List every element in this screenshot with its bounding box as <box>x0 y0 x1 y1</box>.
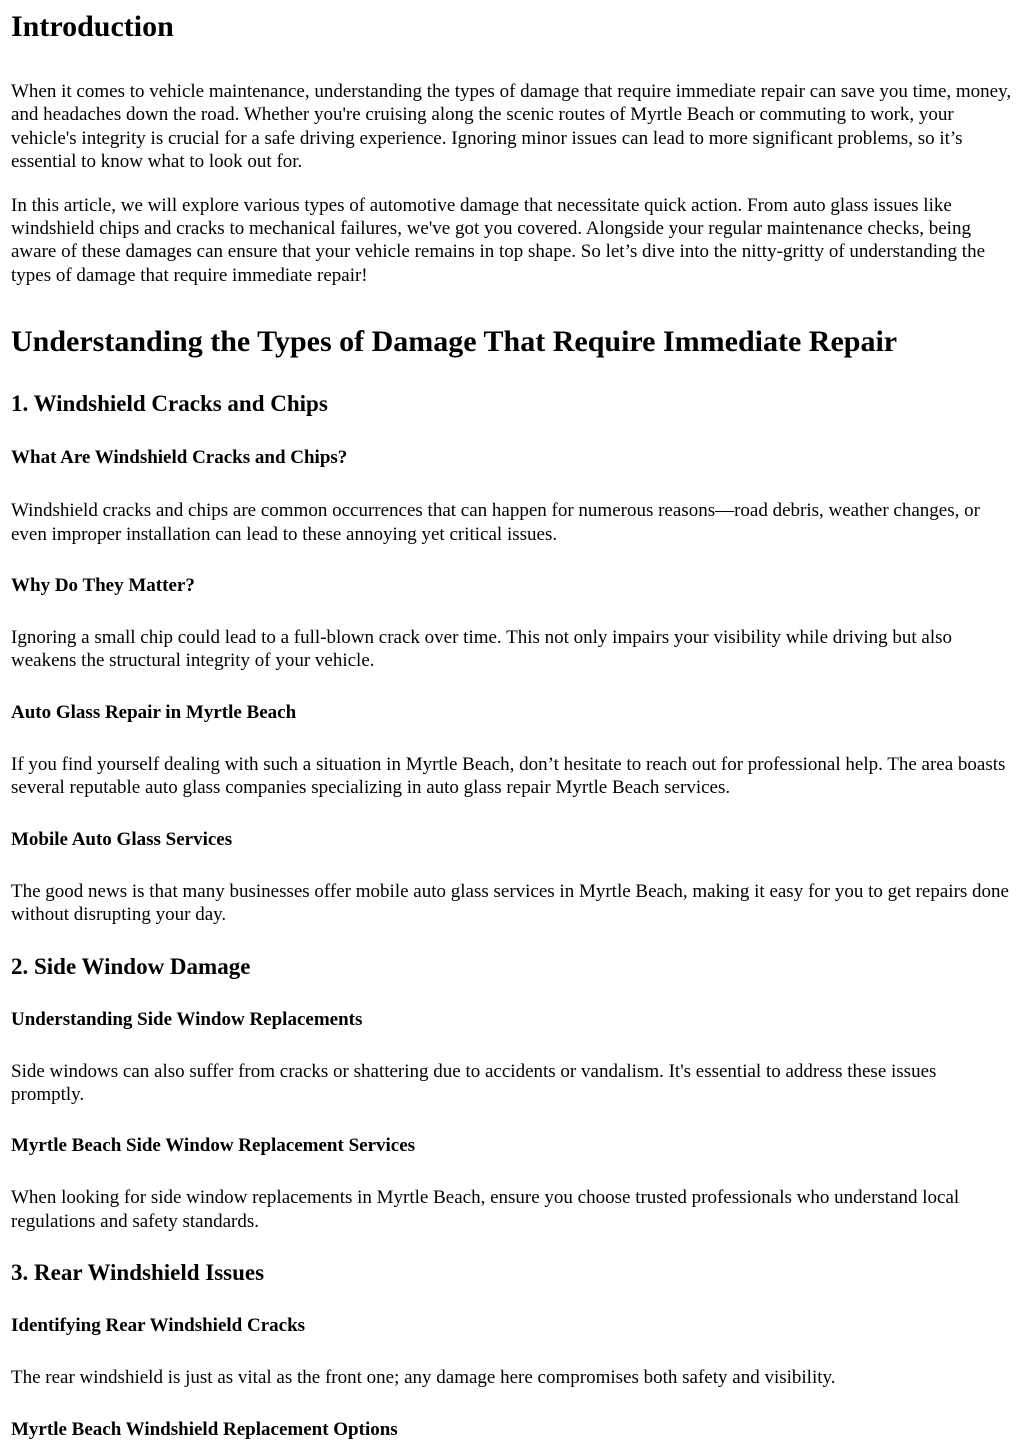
section-1-sub-4-text: The good news is that many businesses offer mobile auto glass services in Myrtle Beach, making it easy for you to get repairs done without disrupting your day. <box>11 880 1009 926</box>
section-2-sub-2-text: When looking for side window replacements in Myrtle Beach, ensure you choose trusted professionals who understand local regulations and safety standards. <box>11 1187 960 1232</box>
section-1-sub-2-text: Ignoring a small chip could lead to a full-blown crack over time. This not only impairs your visibility while driving but also weakens the structural integrity of your vehicle. <box>11 627 953 672</box>
section-3-sub-2-heading: Myrtle Beach Windshield Replacement Options <box>11 1418 398 1440</box>
article <box>0 10 1024 1441</box>
section-2-sub-1-heading: Understanding Side Window Replacements <box>11 1008 363 1030</box>
section-1-sub-1-text: Windshield cracks and chips are common occurrences that can happen for numerous reasons—road debris, weather changes, or even improper installation can lead to these annoying yet critical issues. <box>11 500 980 545</box>
section-2-heading: 2. Side Window Damage <box>11 953 251 979</box>
section-3-sub-1-heading: Identifying Rear Windshield Cracks <box>11 1315 306 1337</box>
section-3-sub-1-text: The rear windshield is just as vital as the front one; any damage here compromises both safety and visibility. <box>11 1367 836 1389</box>
section-1-sub-3-text: If you find yourself dealing with such a situation in Myrtle Beach, don’t hesitate to reach out for professional help. The area boasts several reputable auto glass companies specializing in auto glass repair Myrtle Beach services. <box>11 753 1006 799</box>
section-2-sub-2-heading: Myrtle Beach Side Window Replacement Services <box>11 1135 416 1157</box>
section-3-heading: 3. Rear Windshield Issues <box>11 1260 265 1286</box>
section-1-sub-1-heading: What Are Windshield Cracks and Chips? <box>11 447 348 469</box>
intro-paragraph-2: In this article, we will explore various types of automotive damage that necessitate quick action. From auto glass issues like windshield chips and cracks to mechanical failures, we've got you covered. Alongside your regular maintenance checks, being aware of these damages can ensure that your vehicle remains in top shape. So let’s dive into the nitty-gritty of understanding the types of damage that require immediate repair! <box>11 194 986 286</box>
section-1-heading: 1. Windshield Cracks and Chips <box>11 391 328 417</box>
section-1-sub-3-heading: Auto Glass Repair in Myrtle Beach <box>11 701 297 723</box>
section-1-sub-4-heading: Mobile Auto Glass Services <box>11 828 233 850</box>
introduction-heading: Introduction <box>11 10 174 43</box>
main-heading: Understanding the Types of Damage That Require Immediate Repair <box>11 325 898 359</box>
section-2-sub-1-text: Side windows can also suffer from cracks or shattering due to accidents or vandalism. It's essential to address these issues promptly. <box>11 1060 937 1105</box>
intro-paragraph-1: When it comes to vehicle maintenance, understanding the types of damage that require immediate repair can save you time, money, and headaches down the road. Whether you're cruising along the scenic routes of Myrtle Beach or commuting to work, your vehicle's integrity is crucial for a safe driving experience. Ignoring minor issues can lead to more significant problems, so it’s essential to know what to look out for. <box>11 81 1012 173</box>
section-1-sub-2-heading: Why Do They Matter? <box>11 575 195 597</box>
